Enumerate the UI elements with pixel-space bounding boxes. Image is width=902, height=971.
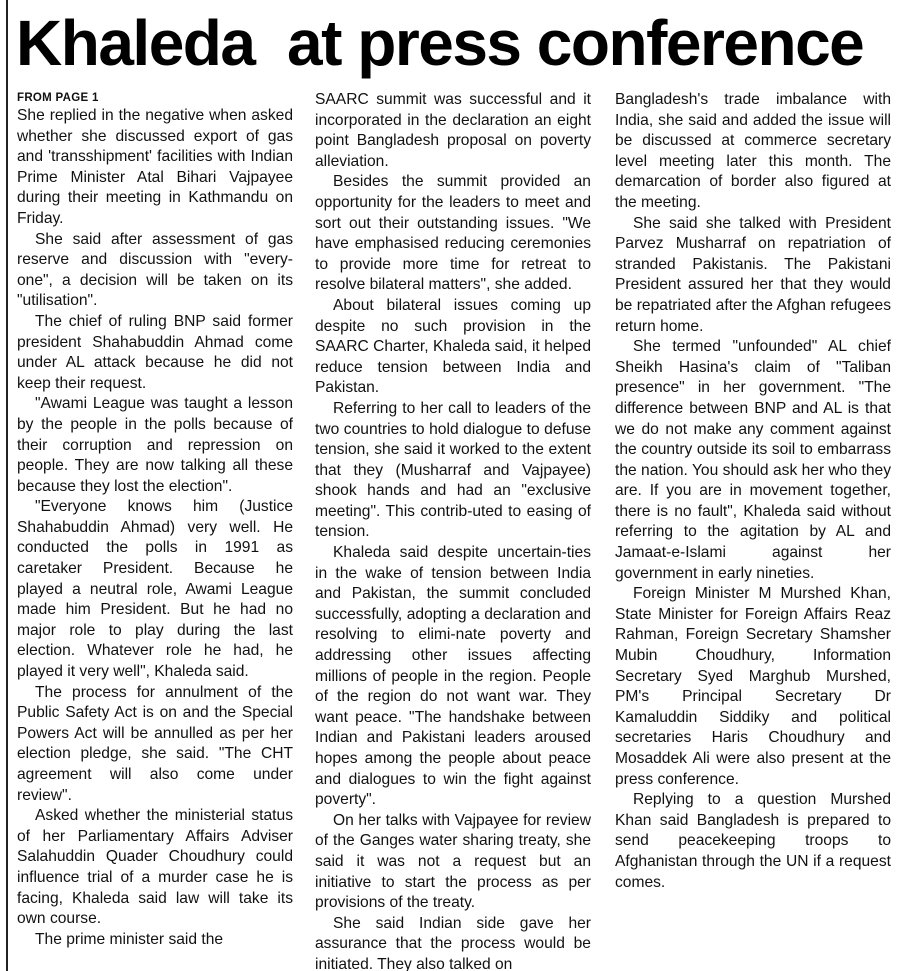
column-rule bbox=[6, 0, 8, 971]
paragraph: "Awami League was taught a lesson by the people in the polls because of their corruption and repression on people. They are now talking all these because they lost the election". bbox=[17, 395, 293, 495]
paragraph: Replying to a question Murshed Khan said Bangladesh is prepared to send peacekeeping troops to Afghanistan through the UN if a request comes. bbox=[615, 791, 891, 891]
continuation-kicker: FROM PAGE 1 bbox=[17, 92, 99, 104]
headline: Khaleda at press conference bbox=[16, 7, 864, 79]
paragraph: Asked whether the ministerial status of her Parliamentary Affairs Adviser Salahuddin Quader Choudhury could influence trial of a murder case he is facing, Khaleda said law will take its own course. bbox=[17, 807, 293, 928]
paragraph: The process for annulment of the Public Safety Act is on and the Special Powers Act will be annulled as per her election pledge, she said. "The CHT agreement will also come under review". bbox=[17, 683, 293, 804]
article-column-2 bbox=[315, 90, 591, 971]
paragraph: SAARC summit was successful and it incorporated in the declaration an eight point Bangladesh proposal on poverty alleviation. bbox=[315, 91, 591, 170]
paragraph: On her talks with Vajpayee for review of the Ganges water sharing treaty, she said it was not a request but an initiative to start the process as per provisions of the treaty. bbox=[315, 811, 591, 912]
paragraph: Besides the summit provided an opportunity for the leaders to meet and sort out their outstanding issues. "We have emphasised reducing ceremonies to provide more time for retreat to resolve bilateral matters", she added. bbox=[315, 173, 591, 294]
paragraph: She said she talked with President Parvez Musharraf on repatriation of stranded Pakistanis. The Pakistani President assured her that they would be repatriated after the Afghan refugees return home. bbox=[615, 214, 891, 335]
article-column-3 bbox=[615, 90, 891, 971]
paragraph: She termed "unfounded" AL chief Sheikh Hasina's claim of "Taliban presence" in her government. "The difference between BNP and AL is that we do not make any comment against the country outside its soil to embarrass the nation. You should ask her who they are. If you are in movement together, there is no fault", Khaleda said without referring to the agitation by AL and Jamaat-e-Islami against her government in early nineties. bbox=[615, 338, 891, 582]
paragraph: The prime minister said the bbox=[35, 930, 224, 948]
paragraph: She replied in the negative when asked whether she discussed export of gas and 'transshipment' facilities with Indian Prime Minister Atal Bihari Vajpayee during their meeting in Kathmandu on Friday. bbox=[17, 107, 293, 227]
paragraph: Referring to her call to leaders of the two countries to hold dialogue to defuse tension, she said it worked to the extent that they (Musharraf and Vajpayee) shook hands and had an "exclusive meeting". This contrib-uted to easing of tension. bbox=[315, 399, 591, 541]
paragraph: The chief of ruling BNP said former president Shahabuddin Ahmad come under AL attack because he did not keep their request. bbox=[17, 312, 293, 392]
paragraph: Khaleda said despite uncertain-ties in the wake of tension between India and Pakistan, the summit concluded successfully, adopting a declaration and resolving to elimi-nate poverty and addressing other issues affecting millions of people in the region. People of the region do not want war. They want peace. "The handshake between Indian and Pakistani leaders aroused hopes among the people about peace and dialogues to win the fight against poverty". bbox=[315, 544, 591, 809]
paragraph: Foreign Minister M Murshed Khan, State Minister for Foreign Affairs Reaz Rahman, Foreign Secretary Shamsher Mubin Choudhury, Information Secretary Syed Marghub Murshed, PM's Principal Secretary Dr Kamaluddin Siddiky and political secretaries Haris Choudhury and Mosaddek Ali were also present at the press conference. bbox=[615, 585, 891, 788]
paragraph: About bilateral issues coming up despite no such provision in the SAARC Charter, Khaleda said, it helped reduce tension between India and Pakistan. bbox=[315, 296, 591, 397]
paragraph: "Everyone knows him (Justice Shahabuddin Ahmad) very well. He conducted the polls in 1991 as caretaker President. Because he played a neutral role, Awami League made him President. But he had no major role to play during the last election. Whatever role he had, he played it very well", Khaleda said. bbox=[17, 498, 293, 681]
paragraph: She said after assessment of gas reserve and discussion with "every-one", a decision will be taken on its "utilisation". bbox=[17, 230, 293, 310]
paragraph: She said Indian side gave her assurance that the process would be initiated. They also talked on bbox=[315, 914, 591, 971]
paragraph: Bangladesh's trade imbalance with India, she said and added the issue will be discussed at commerce secretary level meeting later this month. The demarcation of border also figured at the meeting. bbox=[615, 91, 891, 211]
article-column-1 bbox=[17, 90, 293, 971]
